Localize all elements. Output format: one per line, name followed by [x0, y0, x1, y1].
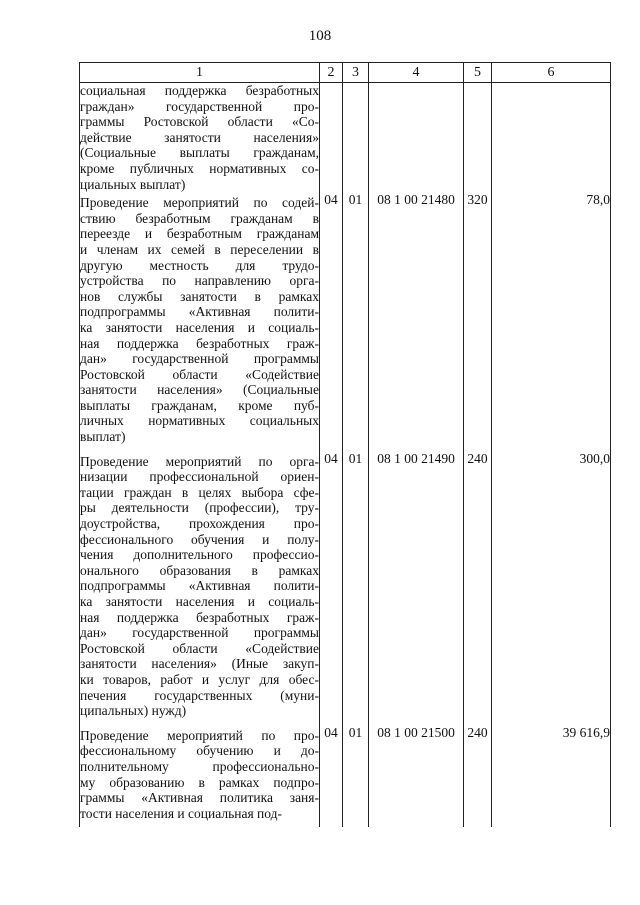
- description-line: ная поддержка безработных граж-: [80, 609, 319, 625]
- row-description: [80, 192, 320, 451]
- row-description: [80, 451, 320, 725]
- description-line: граммы «Активная политика заня-: [80, 790, 319, 806]
- description-line: ципальных) нужд): [80, 703, 187, 719]
- amount: [492, 83, 611, 193]
- expense-type-code: 240: [464, 725, 492, 828]
- description-line: и членам их семей в переселении в: [80, 241, 319, 257]
- description-line: тации граждан в целях выбора сфе-: [80, 484, 319, 500]
- table-row: [80, 725, 611, 828]
- description-line: полнительному профессионально-: [80, 758, 319, 774]
- column-header-1: 1: [80, 63, 320, 83]
- description-line: ры деятельности (профессии), тру-: [80, 500, 319, 516]
- table-row: [80, 192, 611, 451]
- description-line: фессионального обучения и полу-: [80, 531, 319, 547]
- section-code: [320, 83, 343, 193]
- column-header-3: 3: [343, 63, 369, 83]
- description-line: чения дополнительного профессио-: [80, 547, 319, 563]
- description-line: личных нормативных социальных: [80, 413, 319, 429]
- description-line: дан» государственной программы: [80, 351, 319, 367]
- expense-type-code: 240: [464, 451, 492, 725]
- description-line: печения государственных (муни-: [80, 687, 319, 703]
- description-line: низации профессиональной ориен-: [80, 469, 319, 485]
- target-article-code: 08 1 00 21490: [369, 451, 464, 725]
- amount: 78,0: [492, 192, 611, 451]
- description-line: Проведение мероприятий по орга-: [80, 453, 319, 469]
- description-line: ки товаров, работ и услуг для обес-: [80, 671, 319, 687]
- row-description: [80, 725, 320, 828]
- table-row: [80, 83, 611, 193]
- column-header-4: 4: [369, 63, 464, 83]
- row-description: [80, 83, 320, 193]
- description-line: социальная поддержка безработных: [80, 83, 319, 98]
- target-article-code: 08 1 00 21500: [369, 725, 464, 828]
- table-row: [80, 451, 611, 725]
- description-line: ная поддержка безработных граж-: [80, 335, 319, 351]
- description-line: кроме публичных нормативных со-: [80, 160, 319, 176]
- subsection-code: 01: [343, 725, 369, 828]
- description-line: ка занятости населения и социаль-: [80, 594, 319, 609]
- description-line: ствию безработным гражданам в: [80, 210, 319, 226]
- page-number: 108: [308, 28, 332, 44]
- amount: 300,0: [492, 451, 611, 725]
- description-line: доустройства, прохождения про-: [80, 516, 319, 532]
- description-line: Ростовской области «Содействие: [80, 366, 319, 382]
- subsection-code: 01: [343, 451, 369, 725]
- description-line: дан» государственной программы: [80, 625, 319, 641]
- description-line: тости населения и социальная под-: [80, 805, 282, 821]
- section-code: 04: [320, 192, 343, 451]
- description-line: (Социальные выплаты гражданам,: [80, 145, 319, 161]
- description-line: ка занятости населения и социаль-: [80, 319, 319, 335]
- amount: 39 616,9: [492, 725, 611, 828]
- description-line: нов службы занятости в рамках: [80, 288, 319, 304]
- description-line: онального образования в рамках: [80, 562, 319, 578]
- subsection-code: 01: [343, 192, 369, 451]
- description-line: переезде и безработным гражданам: [80, 226, 319, 242]
- description-line: подпрограммы «Активная полити-: [80, 578, 319, 594]
- description-line: граммы Ростовской области «Со-: [80, 114, 319, 130]
- subsection-code: [343, 83, 369, 193]
- description-line: занятости населения» (Социальные: [80, 382, 319, 398]
- column-header-6: 6: [492, 63, 611, 83]
- description-line: циальных выплат): [80, 176, 186, 192]
- budget-table: [79, 62, 611, 827]
- description-line: устройства по направлению орга-: [80, 273, 319, 289]
- column-header-5: 5: [464, 63, 492, 83]
- description-line: Проведение мероприятий по содей-: [80, 195, 319, 211]
- description-line: занятости населения» (Иные закуп-: [80, 656, 319, 672]
- expense-type-code: [464, 83, 492, 193]
- table-header-row: [80, 63, 611, 83]
- description-line: му образованию в рамках подпро-: [80, 774, 319, 790]
- description-line: фессиональному обучению и до-: [80, 743, 319, 759]
- section-code: 04: [320, 725, 343, 828]
- description-line: действие занятости населения»: [80, 129, 319, 145]
- section-code: 04: [320, 451, 343, 725]
- target-article-code: 08 1 00 21480: [369, 192, 464, 451]
- target-article-code: [369, 83, 464, 193]
- description-line: другую местность для трудо-: [80, 257, 319, 273]
- description-line: граждан» государственной про-: [80, 98, 319, 114]
- description-line: выплат): [80, 429, 126, 445]
- description-line: выплаты гражданам, кроме пуб-: [80, 397, 319, 413]
- expense-type-code: 320: [464, 192, 492, 451]
- description-line: Проведение мероприятий по про-: [80, 727, 319, 743]
- column-header-2: 2: [320, 63, 343, 83]
- description-line: подпрограммы «Активная полити-: [80, 304, 319, 320]
- description-line: Ростовской области «Содействие: [80, 640, 319, 656]
